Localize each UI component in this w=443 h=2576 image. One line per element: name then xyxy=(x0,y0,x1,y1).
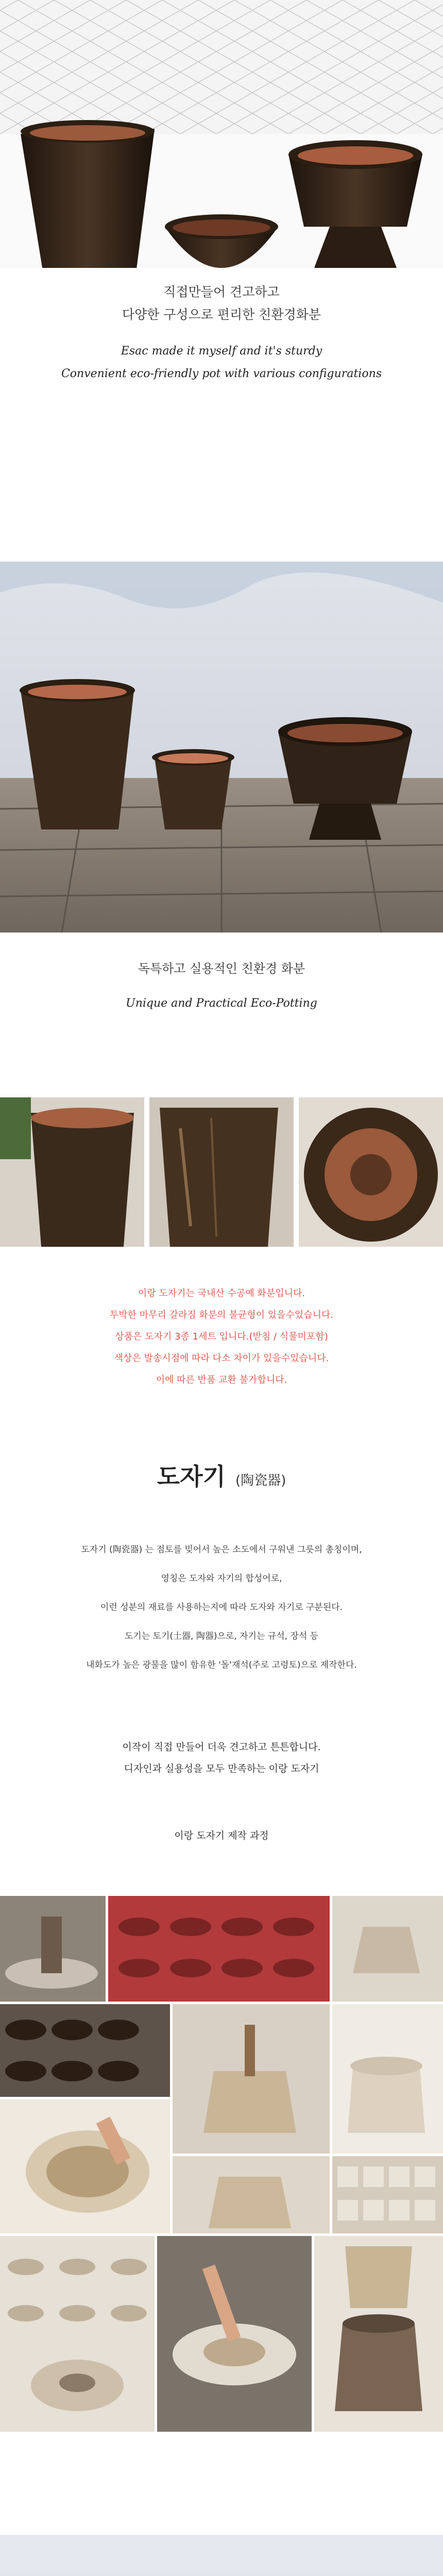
detail-strip xyxy=(0,1097,443,1252)
process-photo-cast xyxy=(332,1896,443,2002)
dojagi-subtext xyxy=(0,1736,443,1780)
notice-line-4: 색상은 발송시점에 따라 다소 차이가 있을수있습니다. xyxy=(114,1353,329,1364)
hero-text-en xyxy=(0,340,443,385)
notice-line-5: 이에 따른 반품 교환 불가합니다. xyxy=(156,1375,287,1385)
detail-photo-1 xyxy=(0,1097,144,1247)
hero-section xyxy=(0,0,443,562)
notice-line-1: 이랑 도자기는 국내산 수공예 화분입니다. xyxy=(138,1288,305,1299)
final-potted-plants xyxy=(0,2535,443,2576)
process-photo-shelf xyxy=(332,2156,443,2233)
hero-pots-illustration xyxy=(0,0,443,268)
process-photo-glazing xyxy=(173,2004,330,2154)
process-photo-hand xyxy=(0,2099,170,2233)
feature-section xyxy=(0,562,443,1097)
process-photo-wheel xyxy=(0,1896,106,2002)
notice-line-3: 상품은 도자기 3종 1세트 입니다.(받침 / 식물미포함) xyxy=(115,1331,328,1342)
notice-line-2: 투박한 마무리 갈라짐 화분의 불균형이 있을수있습니다. xyxy=(109,1310,334,1320)
process-photo-trim xyxy=(173,2156,330,2233)
process-photo-finished xyxy=(314,2236,443,2432)
dojagi-hanja: (陶瓷器) xyxy=(235,1473,286,1488)
process-photo-bisque xyxy=(332,2004,443,2154)
hero-text-ko xyxy=(0,281,443,326)
dojagi-description xyxy=(0,1535,443,1680)
dojagi-sub-1: 이작이 직접 만들어 더욱 견고하고 튼튼합니다. xyxy=(122,1741,321,1753)
detail-photo-3 xyxy=(299,1097,443,1247)
notice-text xyxy=(0,1283,443,1391)
process-photo-wheel-2 xyxy=(157,2236,312,2432)
final-photo-section xyxy=(0,2535,443,2576)
dojagi-desc-3: 이런 성분의 재료를 사용하는지에 따라 도자와 자기로 구분된다. xyxy=(100,1602,343,1613)
hero-photo xyxy=(0,0,443,268)
dojagi-title: 도자기 xyxy=(157,1463,226,1490)
hero-ko-line2: 다양한 구성으로 편리한 친환경화분 xyxy=(122,307,321,322)
feature-pots-on-deck xyxy=(0,562,443,933)
dojagi-section xyxy=(0,1406,443,1896)
hero-ko-line1: 직접만들어 견고하고 xyxy=(163,284,280,299)
detail-photo-2 xyxy=(149,1097,294,1247)
notice-section xyxy=(0,1252,443,1406)
hero-en-line2: Convenient eco-friendly pot with various configurations xyxy=(61,367,382,380)
dojagi-desc-1: 도자기 (陶瓷器) 는 점토를 빚어서 높은 소도에서 구워낸 그릇의 총칭이며, xyxy=(81,1545,362,1555)
process-collage xyxy=(0,1896,443,2432)
process-title: 이랑 도자기 제작 과정 xyxy=(174,1830,269,1841)
dojagi-sub-2: 디자인과 실용성을 모두 만족하는 이랑 도자기 xyxy=(124,1763,319,1774)
feature-title-ko: 독특하고 실용적인 친환경 화분 xyxy=(138,961,305,976)
process-photo-molds xyxy=(108,1896,330,2002)
feature-photo xyxy=(0,562,443,933)
hero-en-line1: Esac made it myself and it's sturdy xyxy=(121,345,322,358)
process-photo-pots-dark xyxy=(0,2004,170,2097)
dojagi-desc-2: 영칭은 도자와 자기의 합성어로, xyxy=(161,1573,282,1584)
dojagi-desc-5: 내화도가 높은 광물을 많이 함유한 '돌'재석(주로 고령토)으로 제작한다. xyxy=(86,1660,357,1670)
dojagi-heading xyxy=(0,1458,443,1492)
feature-title-en: Unique and Practical Eco-Potting xyxy=(126,997,317,1010)
dojagi-desc-4: 도기는 토기(土器, 陶器)으로, 자기는 규석, 장석 등 xyxy=(124,1631,319,1641)
process-photo-rows xyxy=(0,2236,155,2432)
